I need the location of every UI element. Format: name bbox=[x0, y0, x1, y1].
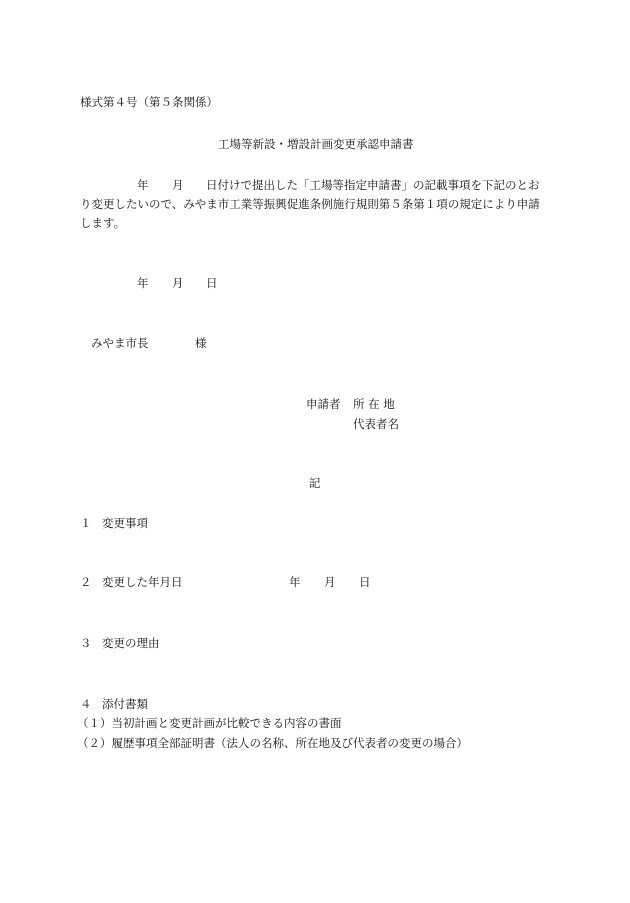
item-3-number: ３ bbox=[80, 636, 92, 650]
applicant-representative-label: 代表者名 bbox=[353, 417, 399, 431]
addressee-name: みやま市長 bbox=[91, 336, 149, 350]
item-1-number: １ bbox=[80, 516, 92, 530]
date-year-label: 年 bbox=[137, 276, 149, 290]
item-4-number: ４ bbox=[80, 697, 92, 711]
item-2-year-label: 年 bbox=[289, 575, 301, 589]
item-1-label: 変更事項 bbox=[102, 516, 148, 530]
intro-line-2: り変更したいので、みやま市工業等振興促進条例施行規則第５条第１項の規定により申請 bbox=[80, 197, 540, 211]
form-number: 様式第４号（第５条関係） bbox=[80, 95, 218, 109]
attachment-item-2: （２）履歴事項全部証明書（法人の名称、所在地及び代表者の変更の場合） bbox=[77, 736, 468, 750]
item-2-day-label: 日 bbox=[359, 575, 371, 589]
date-day-label: 日 bbox=[206, 276, 218, 290]
item-2-number: ２ bbox=[80, 575, 92, 589]
ki-heading: 記 bbox=[309, 476, 321, 490]
item-4-label: 添付書類 bbox=[102, 697, 148, 711]
attachment-item-1: （１）当初計画と変更計画が比較できる内容の書面 bbox=[77, 716, 342, 730]
applicant-address-label: 所 在 地 bbox=[353, 397, 395, 411]
document-title: 工場等新設・増設計画変更承認申請書 bbox=[218, 137, 414, 151]
date-month-label: 月 bbox=[172, 276, 184, 290]
item-2-month-label: 月 bbox=[324, 575, 336, 589]
applicant-label: 申請者 bbox=[306, 397, 341, 411]
addressee-honorific: 様 bbox=[195, 336, 207, 350]
intro-year-label: 年 bbox=[137, 178, 149, 192]
intro-line-3: します。 bbox=[80, 216, 126, 230]
intro-month-label: 月 bbox=[172, 178, 184, 192]
item-3-label: 変更の理由 bbox=[102, 636, 160, 650]
item-2-label: 変更した年月日 bbox=[102, 575, 183, 589]
intro-line-1: 日付けで提出した「工場等指定申請書」の記載事項を下記のとお bbox=[206, 178, 540, 192]
